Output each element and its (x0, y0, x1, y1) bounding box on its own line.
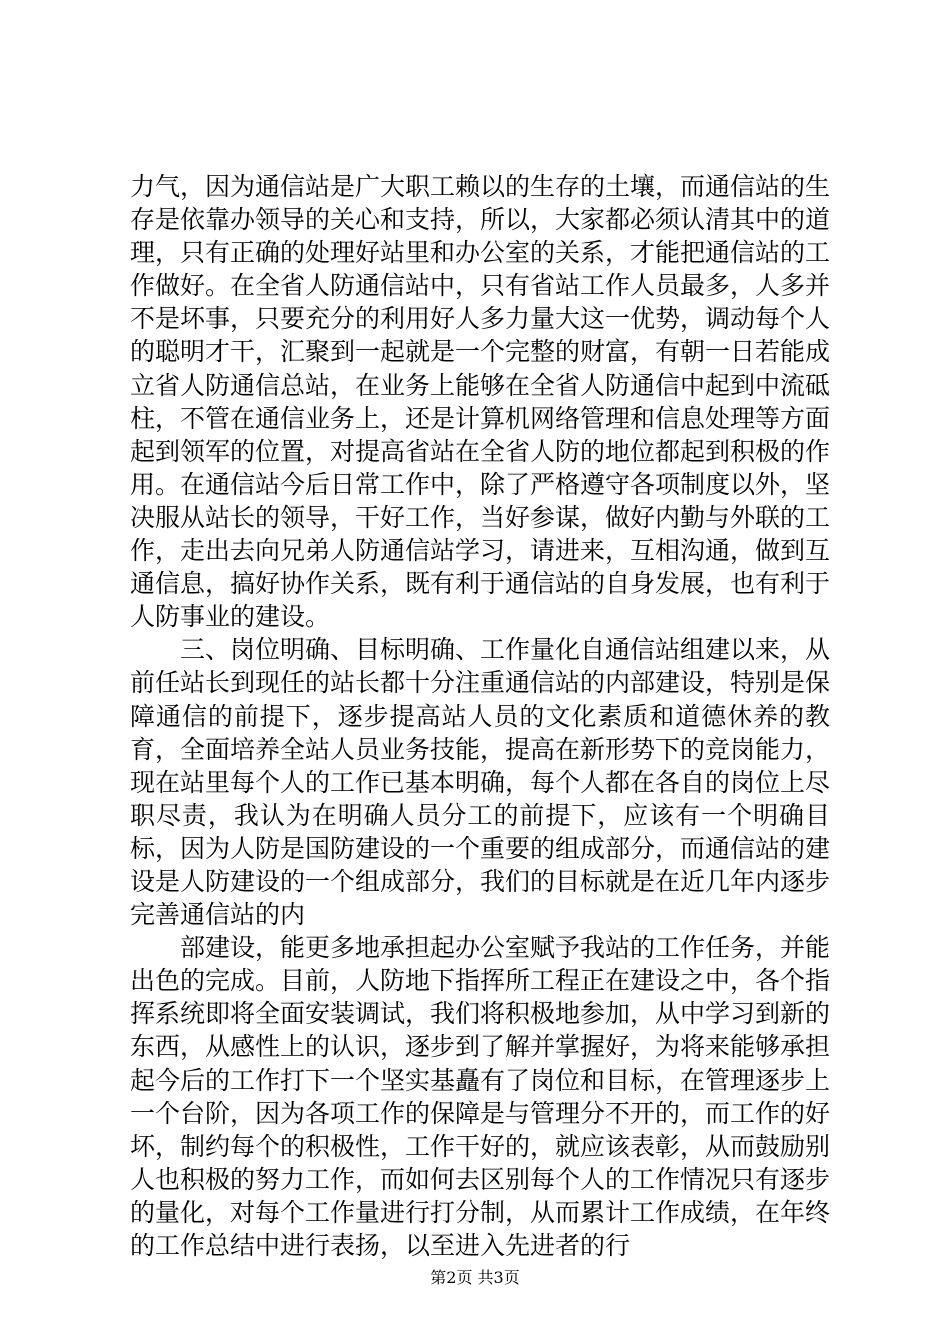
page-number-footer: 第2页 共3页 (430, 1268, 520, 1287)
paragraph: 部建设，能更多地承担起办公室赋予我站的工作任务，并能出色的完成。目前，人防地下指挥所工程正在建设之中，各个指挥系统即将全面安装调试，我们将积极地参加，从中学习到新的东西，从感性上的认识，逐步到了解并掌握好，为将来能够承担起今后的工作打下一个坚实基矗有了岗位和目标，在管理逐步上一个台阶，因为各项工作的保障是与管理分不开的，而工作的好坏，制约每个的积极性，工作干好的，就应该表彰，从而鼓励别人也积极的努力工作，而如何去区别每个人的工作情况只有逐步的量化，对每个工作量进行打分制，从而累计工作成绩，在年终的工作总结中进行表扬，以至进入先进者的行 (130, 933, 831, 1260)
paragraph: 力气，因为通信站是广大职工赖以的生存的土壤，而通信站的生存是依靠办领导的关心和支持，所以，大家都必须认清其中的道理，只有正确的处理好站里和办公室的关系，才能把通信站的工作做好。在全省人防通信站中，只有省站工作人员最多，人多并不是坏事，只要充分的利用好人多力量大这一优势，调动每个人的聪明才干，汇聚到一起就是一个完整的财富，有朝一日若能成立省人防通信总站，在业务上能够在全省人防通信中起到中流砥柱，不管在通信业务上，还是计算机网络管理和信息处理等方面起到领军的位置，对提高省站在全省人防的地位都起到积极的作用。在通信站今后日常工作中，除了严格遵守各项制度以外，坚决服从站长的领导，干好工作，当好参谋，做好内勤与外联的工作，走出去向兄弟人防通信站学习，请进来，互相沟通，做到互通信息，搞好协作关系，既有利于通信站的自身发展，也有利于人防事业的建设。 (130, 172, 831, 632)
document-body (130, 170, 830, 1262)
paragraph: 三、岗位明确、目标明确、工作量化自通信站组建以来，从前任站长到现任的站长都十分注重通信站的内部建设，特别是保障通信的前提下，逐步提高站人员的文化素质和道德休养的教育，全面培养全站人员业务技能，提高在新形势下的竞岗能力，现在站里每个人的工作已基本明确，每个人都在各自的岗位上尽职尽责，我认为在明确人员分工的前提下，应该有一个明确目标，因为人防是国防建设的一个重要的组成部分，而通信站的建设是人防建设的一个组成部分，我们的目标就是在近几年内逐步完善通信站的内 (130, 635, 831, 930)
